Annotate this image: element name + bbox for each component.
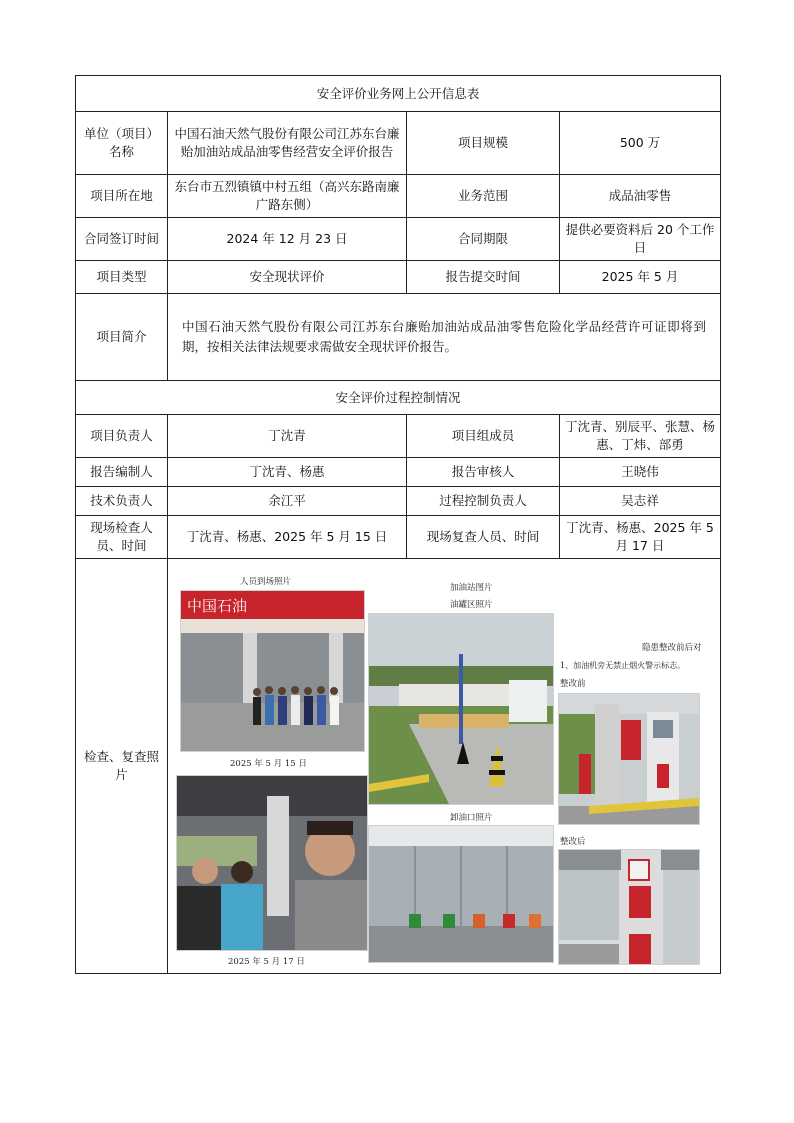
period-value: 提供必要资料后 20 个工作日 xyxy=(560,218,721,261)
sign-text: 中国石油 xyxy=(187,597,248,615)
caption-tank: 油罐区照片 xyxy=(450,600,493,610)
photo-tank-area xyxy=(368,613,554,805)
location-label: 项目所在地 xyxy=(76,175,168,218)
editor-value: 丁沈青、杨惠 xyxy=(168,458,407,487)
control-label: 过程控制负责人 xyxy=(407,487,560,516)
caption-staff: 人员到场照片 xyxy=(240,577,292,587)
scope-label: 业务范围 xyxy=(407,175,560,218)
tech-value: 余江平 xyxy=(168,487,407,516)
scope-value: 成品油零售 xyxy=(560,175,721,218)
editor-label: 报告编制人 xyxy=(76,458,168,487)
caption-date-1: 2025 年 5 月 15 日 xyxy=(230,759,307,769)
submit-value: 2025 年 5 月 xyxy=(560,261,721,294)
reviewer-label: 报告审核人 xyxy=(407,458,560,487)
type-value: 安全现状评价 xyxy=(168,261,407,294)
inspect-label: 现场检查人员、时间 xyxy=(76,516,168,559)
info-table xyxy=(75,75,721,974)
intro-value: 中国石油天然气股份有限公司江苏东台廉贻加油站成品油零售危险化学品经营许可证即将到期，按相关法律法规要求需做安全现状评价报告。 xyxy=(168,294,721,381)
reviewer-value: 王晓伟 xyxy=(560,458,721,487)
caption-before: 整改前 xyxy=(560,679,586,689)
section-title: 安全评价过程控制情况 xyxy=(76,381,721,415)
intro-label: 项目简介 xyxy=(76,294,168,381)
photos-cell xyxy=(168,559,721,974)
photo-recheck-staff xyxy=(176,775,368,951)
caption-unload: 卸油口照片 xyxy=(450,813,493,823)
period-label: 合同期限 xyxy=(407,218,560,261)
recheck-value: 丁沈青、杨惠、2025 年 5 月 17 日 xyxy=(560,516,721,559)
hazard-item: 1、加油机旁无禁止烟火警示标志。 xyxy=(560,661,686,670)
sign-value: 2024 年 12 月 23 日 xyxy=(168,218,407,261)
info-sheet xyxy=(75,75,720,974)
leader-value: 丁沈青 xyxy=(168,415,407,458)
location-value: 东台市五烈镇镇中村五组（高兴东路南廉广路东侧） xyxy=(168,175,407,218)
caption-station: 加油站图片 xyxy=(450,583,493,593)
scale-label: 项目规模 xyxy=(407,112,560,175)
members-value: 丁沈青、别辰平、张慧、杨惠、丁炜、部勇 xyxy=(560,415,721,458)
control-value: 吴志祥 xyxy=(560,487,721,516)
unit-value: 中国石油天然气股份有限公司江苏东台廉贻加油站成品油零售经营安全评价报告 xyxy=(168,112,407,175)
photo-before-rectify xyxy=(558,693,700,825)
members-label: 项目组成员 xyxy=(407,415,560,458)
inspect-value: 丁沈青、杨惠、2025 年 5 月 15 日 xyxy=(168,516,407,559)
tech-label: 技术负责人 xyxy=(76,487,168,516)
photo-staff-arrival xyxy=(180,590,365,752)
photo-after-rectify xyxy=(558,849,700,965)
scale-value: 500 万 xyxy=(560,112,721,175)
unit-label: 单位（项目）名称 xyxy=(76,112,168,175)
submit-label: 报告提交时间 xyxy=(407,261,560,294)
caption-after: 整改后 xyxy=(560,837,586,847)
photo-unload-port xyxy=(368,825,554,963)
recheck-label: 现场复查人员、时间 xyxy=(407,516,560,559)
table-title: 安全评价业务网上公开信息表 xyxy=(76,76,721,112)
caption-hazard: 隐患整改前后对 xyxy=(642,643,702,653)
photos-label: 检查、复查照片 xyxy=(76,559,168,974)
type-label: 项目类型 xyxy=(76,261,168,294)
leader-label: 项目负责人 xyxy=(76,415,168,458)
caption-date-2: 2025 年 5 月 17 日 xyxy=(228,957,305,967)
sign-label: 合同签订时间 xyxy=(76,218,168,261)
